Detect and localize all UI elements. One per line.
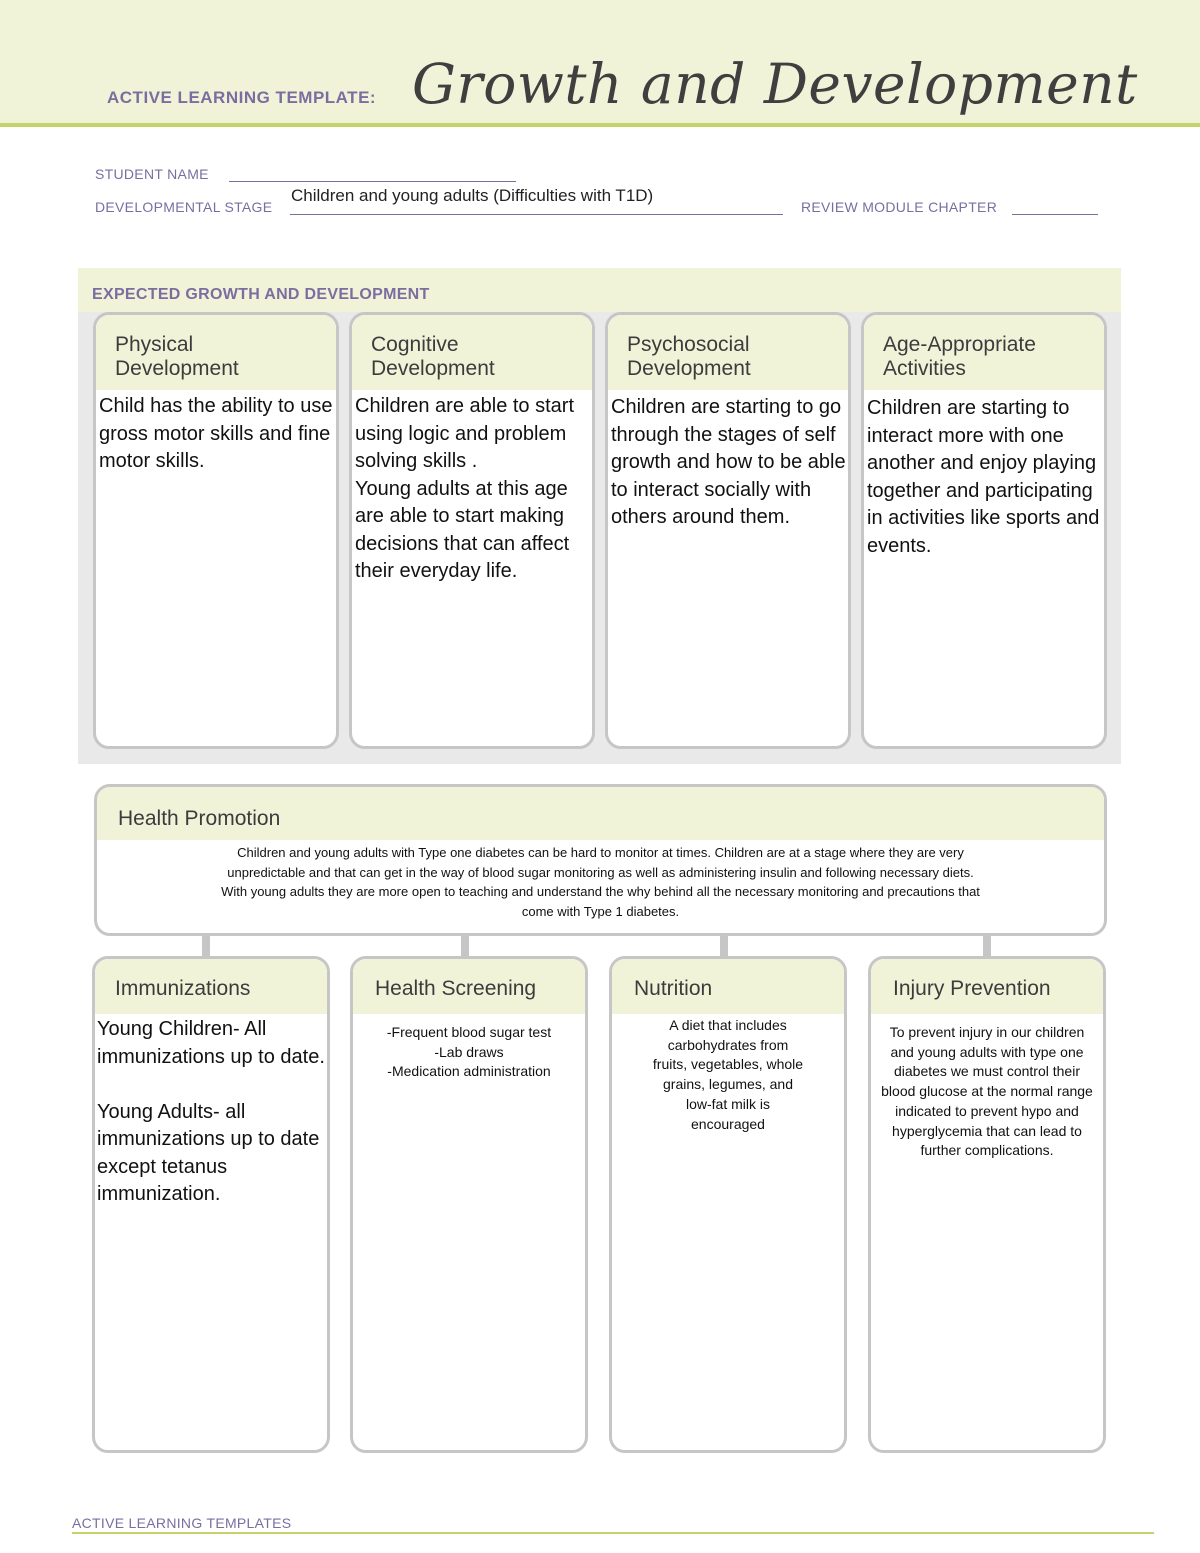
physical-development-card xyxy=(93,312,339,749)
age-appropriate-activities-card xyxy=(861,312,1107,749)
student-name-label: STUDENT NAME xyxy=(95,166,209,182)
nutrition-text[interactable]: A diet that includes carbohydrates from fruits, vegetables, whole grains, legumes, and low-fat milk is encouraged xyxy=(652,1017,804,1132)
health-promotion-text[interactable]: Children and young adults with Type one diabetes can be hard to monitor at times. Children are at a stage where they are very unpredictable and that can get in the way of blood sugar monitoring as well as administering insulin and following necessary diets. With young adults they are more open to teaching and understand the why behind all the necessary monitoring and precautions that come with Type 1 diabetes. xyxy=(221,845,980,920)
card-header xyxy=(864,315,1104,390)
health-promotion-card xyxy=(94,784,1107,936)
card-header xyxy=(608,315,848,390)
page-title: Growth and Development xyxy=(412,52,1138,116)
card-title: Psychosocial Development xyxy=(627,333,751,380)
connector xyxy=(720,936,728,958)
card-header xyxy=(352,315,592,390)
connector xyxy=(983,936,991,958)
physical-development-text[interactable]: Child has the ability to use gross motor skills and fine motor skills. xyxy=(99,395,333,472)
review-module-label: REVIEW MODULE CHAPTER xyxy=(801,199,998,215)
card-header xyxy=(96,315,336,390)
card-header xyxy=(97,787,1104,840)
card-header xyxy=(871,959,1103,1014)
health-screening-text[interactable]: -Frequent blood sugar test -Lab draws -Medication administration xyxy=(386,1024,552,1080)
developmental-stage-field[interactable] xyxy=(290,214,783,215)
card-title: Cognitive Development xyxy=(371,333,495,380)
psychosocial-development-text[interactable]: Children are starting to go through the stages of self growth and how to be able to interact socially with others around them. xyxy=(611,396,846,528)
connector xyxy=(461,936,469,958)
card-title: Age-Appropriate Activities xyxy=(883,333,1036,380)
developmental-stage-value: Children and young adults (Difficulties with T1D) xyxy=(291,186,654,205)
age-appropriate-activities-text[interactable]: Children are starting to interact more with one another and enjoy playing together and participating in activities like sports and events. xyxy=(867,397,1100,557)
card-header xyxy=(95,959,327,1014)
template-label: ACTIVE LEARNING TEMPLATE: xyxy=(107,88,377,107)
cognitive-development-card xyxy=(349,312,595,749)
student-name-field[interactable] xyxy=(229,181,516,182)
expected-growth-title: EXPECTED GROWTH AND DEVELOPMENT xyxy=(92,286,430,303)
developmental-stage-label: DEVELOPMENTAL STAGE xyxy=(95,199,273,215)
card-title: Immunizations xyxy=(115,977,251,1000)
card-title: Injury Prevention xyxy=(893,977,1051,1000)
card-title: Nutrition xyxy=(634,977,713,1000)
review-module-field[interactable] xyxy=(1012,214,1098,215)
health-screening-card xyxy=(350,956,588,1453)
cognitive-development-text[interactable]: Children are able to start using logic and problem solving skills . Young adults at this age are able to start making decisions that can affect their everyday life. xyxy=(355,395,575,582)
connector xyxy=(202,936,210,958)
nutrition-card xyxy=(609,956,847,1453)
immunizations-text[interactable]: Young Children- All immunizations up to date. Young Adults- all immunizations up to date except tetanus immunization. xyxy=(97,1018,325,1205)
footer-rule xyxy=(72,1532,1154,1534)
card-title: Health Promotion xyxy=(118,807,281,830)
immunizations-card xyxy=(92,956,330,1453)
header-rule xyxy=(0,123,1200,127)
card-title: Health Screening xyxy=(375,977,537,1000)
card-title: Physical Development xyxy=(115,333,239,380)
injury-prevention-text[interactable]: To prevent injury in our children and young adults with type one diabetes we must control their blood glucose at the normal range indicated to prevent hypo and hyperglycemia that can lead to further complications. xyxy=(881,1024,1093,1159)
card-header xyxy=(353,959,585,1014)
injury-prevention-card xyxy=(868,956,1106,1453)
psychosocial-development-card xyxy=(605,312,851,749)
card-header xyxy=(612,959,844,1014)
footer-text: ACTIVE LEARNING TEMPLATES xyxy=(72,1515,292,1531)
